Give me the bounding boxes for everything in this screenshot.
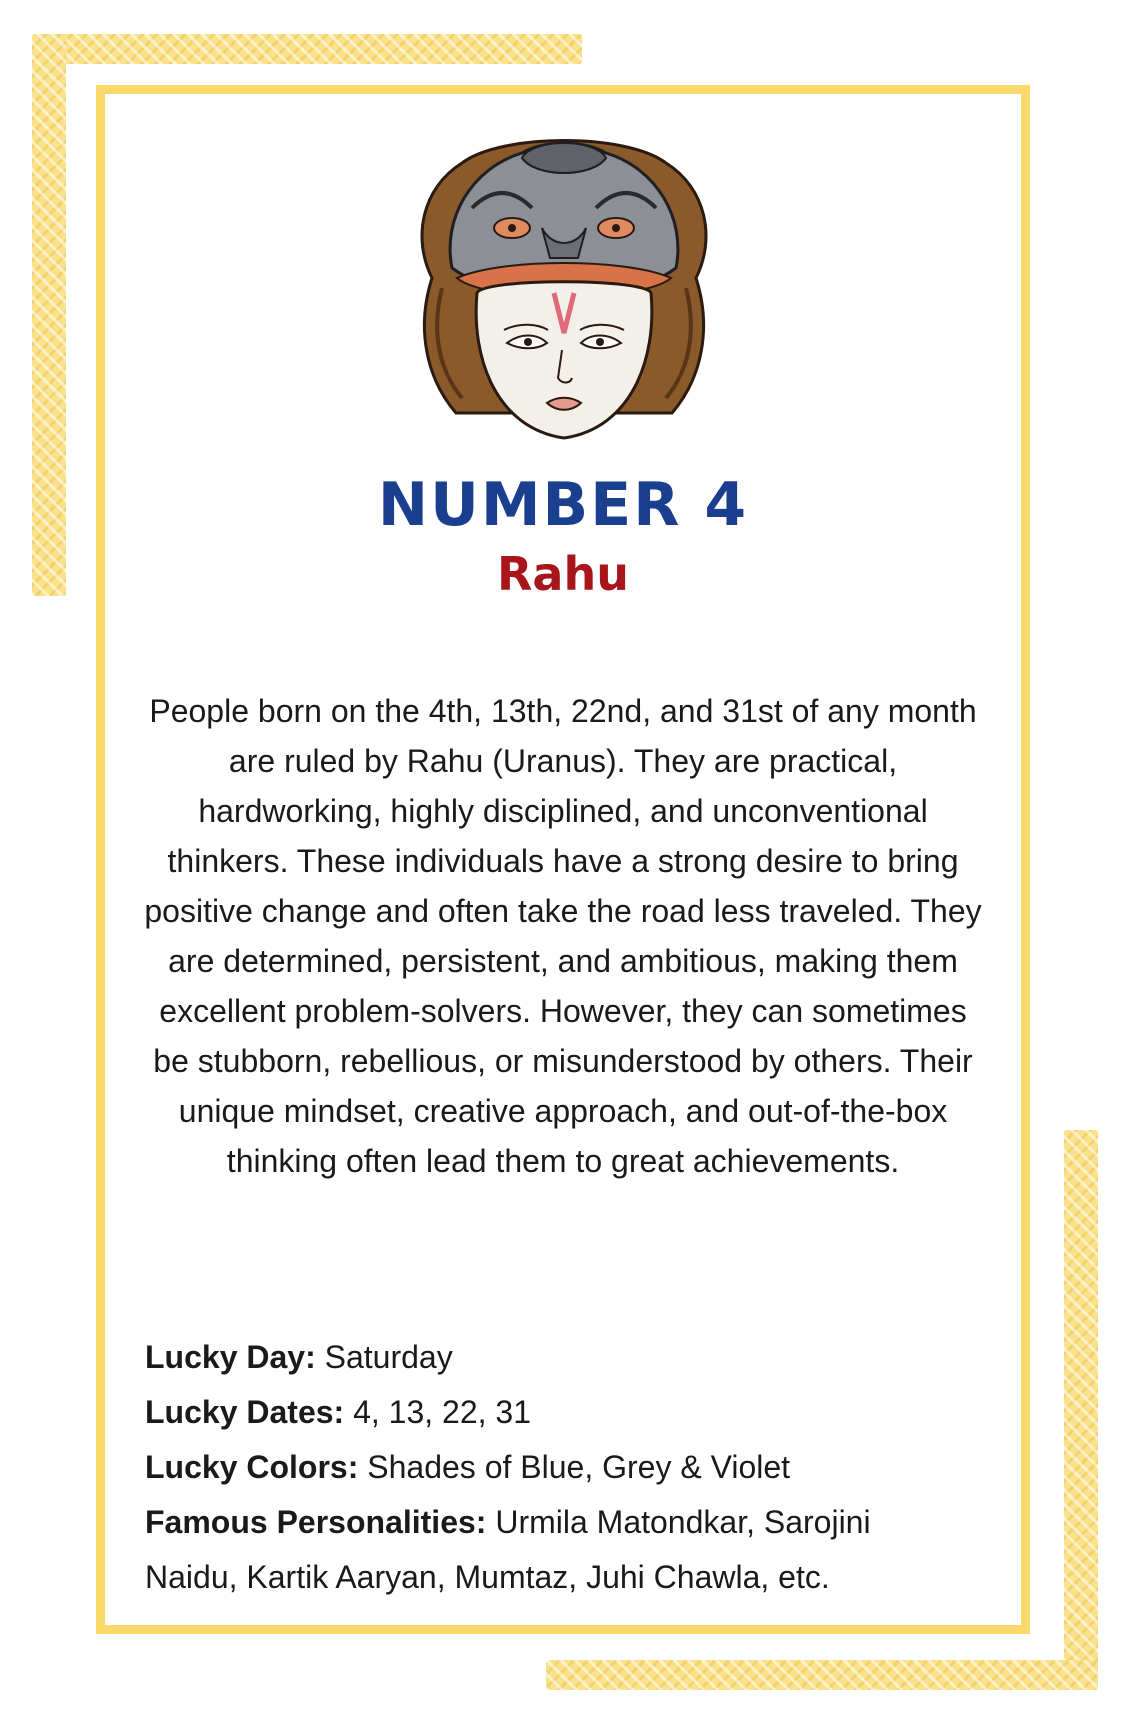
lucky-day-row — [145, 1330, 945, 1385]
lucky-dates-label: Lucky Dates: — [145, 1394, 345, 1430]
page-title: NUMBER 4 — [377, 470, 749, 540]
lucky-dates-value: 4, 13, 22, 31 — [353, 1394, 531, 1430]
decorative-braid-top — [32, 34, 582, 64]
page-subtitle: Rahu — [497, 547, 629, 601]
lucky-day-label: Lucky Day: — [145, 1339, 316, 1375]
lucky-colors-value: Shades of Blue, Grey & Violet — [367, 1449, 791, 1485]
lucky-day-value: Saturday — [324, 1339, 453, 1375]
details-list — [145, 1330, 945, 1605]
famous-personalities-value: Urmila Matondkar, Sarojini Naidu, Kartik Aaryan, Mumtaz, Juhi Chawla, etc. — [145, 1504, 871, 1595]
decorative-braid-bottom — [546, 1660, 1098, 1690]
rahu-face-portrait-icon — [402, 128, 726, 458]
famous-personalities-row — [145, 1495, 945, 1605]
description-text: People born on the 4th, 13th, 22nd, and 31st of any month are ruled by Rahu (Uranus). They are practical, hardworking, highly disciplined, and unconventional thinkers. These individuals have a strong desire to bring positive change and often take the road less traveled. They are determined, persistent, and ambitious, making them excellent problem-solvers. However, they can sometimes be stubborn, rebellious, or misunderstood by others. Their unique mindset, creative approach, and out-of-the-box thinking often lead them to great achievements. — [144, 693, 982, 1179]
lucky-colors-label: Lucky Colors: — [145, 1449, 359, 1485]
decorative-braid-right — [1064, 1130, 1098, 1690]
lucky-colors-row — [145, 1440, 945, 1495]
famous-personalities-label: Famous Personalities: — [145, 1504, 487, 1540]
lucky-dates-row — [145, 1385, 945, 1440]
decorative-braid-left — [32, 34, 66, 596]
